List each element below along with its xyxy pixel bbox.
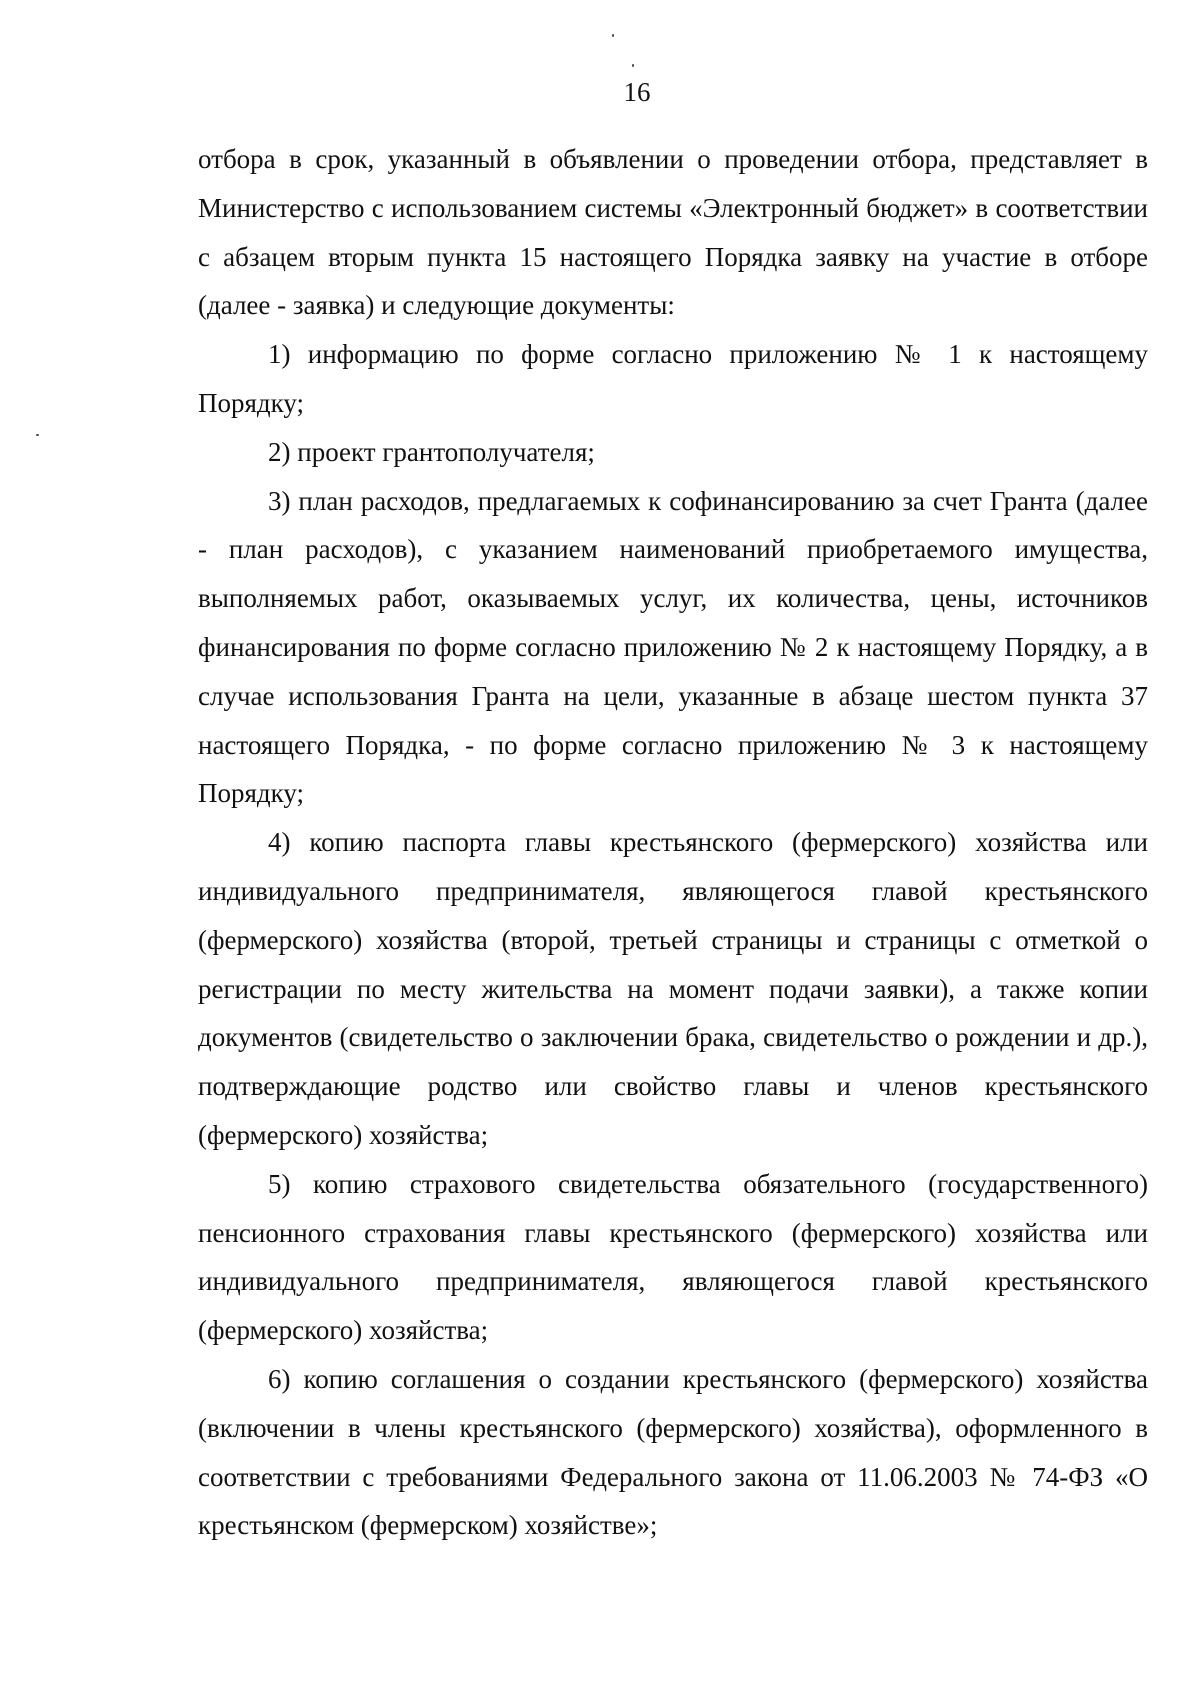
scan-mark — [36, 434, 39, 436]
list-item-3: 3) план расходов, предлагаемых к софинансированию за счет Гранта (далее - план расходов), с указанием наименований приобретаемого имущества, выполняемых работ, оказываемых услуг, их количества, цены, источников финансирования по форме согласно приложению № 2 к настоящему Порядку, а в случае использования Гранта на цели, указанные в абзаце шестом пункта 37 настоящего Порядка, - по форме согласно приложению № 3 к настоящему Порядку; — [198, 485, 1148, 809]
page-number: 16 — [623, 77, 651, 107]
scan-mark — [632, 64, 634, 67]
list-item-4: 4) копию паспорта главы крестьянского (фермерского) хозяйства или индивидуального предпринимателя, являющегося главой крестьянского (фермерского) хозяйства (второй, третьей страницы и страницы с отметкой о регистрации по месту жительства на момент подачи заявки), а также копии документов (свидетельство о заключении брака, свидетельство о рождении и др.), подтверждающие родство или свойство главы и членов крестьянского (фермерского) хозяйства; — [198, 827, 1148, 1150]
list-item-1: 1) информацию по форме согласно приложению № 1 к настоящему Порядку; — [198, 339, 1148, 418]
list-item-5: 5) копию страхового свидетельства обязательного (государственного) пенсионного страхования главы крестьянского (фермерского) хозяйства или индивидуального предпринимателя, являющегося главой крестьянского (фермерского) хозяйства; — [198, 1168, 1148, 1346]
list-item-2: 2) проект грантополучателя; — [268, 436, 595, 467]
scan-mark — [612, 34, 614, 37]
paragraph-intro: отбора в срок, указанный в объявлении о проведении отбора, представляет в Министерство с использованием системы «Электронный бюджет» в соответствии с абзацем вторым пункта 15 настоящего Порядка заявку на участие в отборе (далее - заявка) и следующие документы: — [198, 144, 1148, 321]
list-item-6: 6) копию соглашения о создании крестьянского (фермерского) хозяйства (включении в члены крестьянского (фермерского) хозяйства), оформленного в соответствии с требованиями Федерального закона от 11.06.2003 № 74-ФЗ «О крестьянском (фермерском) хозяйстве»; — [198, 1363, 1148, 1541]
document-body — [198, 135, 1148, 1550]
